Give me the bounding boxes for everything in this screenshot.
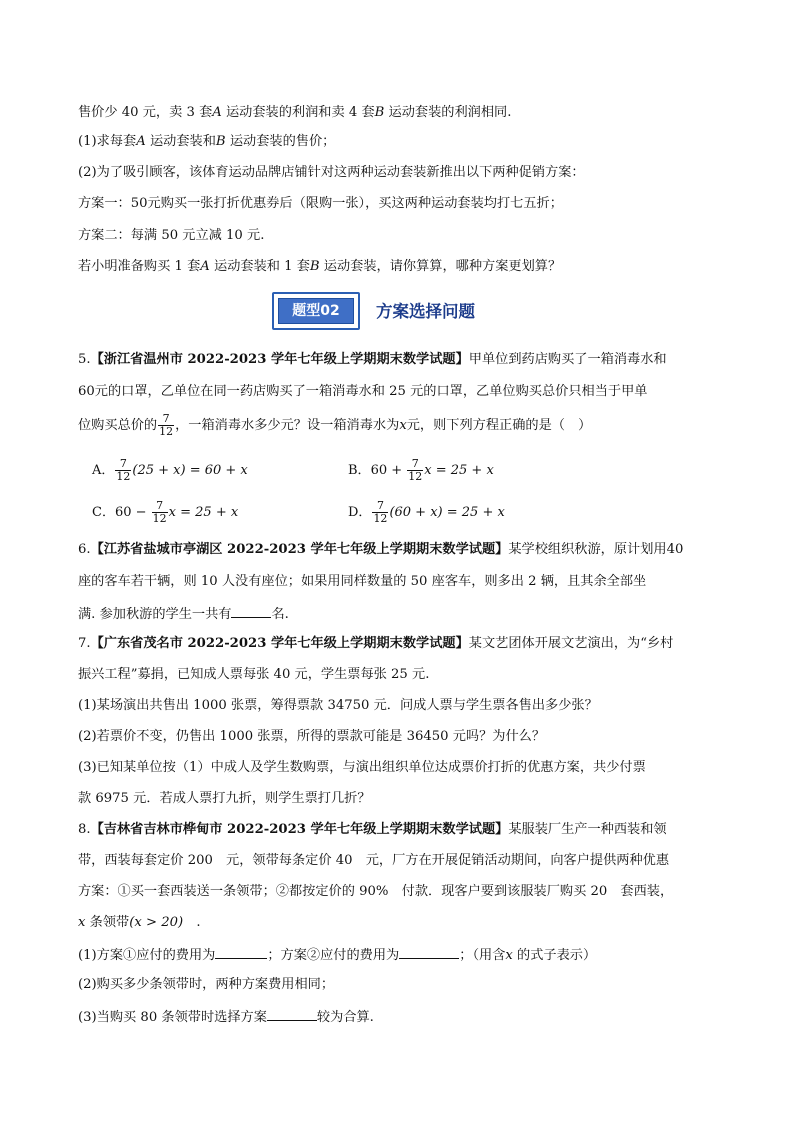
q8-sub-2: (2)购买多少条领带时，两种方案费用相同； — [78, 977, 335, 992]
q8-line-1: 8.【吉林省吉林市桦甸市 2022-2023 学年七年级上学期期末数学试题】某服装厂生产一种西装和领 — [78, 822, 667, 837]
intro-question-2: (2)为了吸引顾客，该体育运动品牌店铺针对这两种运动套装新推出以下两种促销方案： — [78, 165, 585, 180]
intro-final: 若小明准备购买 1 套A 运动套装和 1 套B 运动套装，请你算算，哪种方案更划算？ — [78, 259, 562, 274]
section-badge-frame — [272, 292, 360, 330]
q7-sub-3b: 款 6975 元．若成人票打九折，则学生票打几折？ — [78, 791, 371, 806]
q8-choice-blank[interactable] — [267, 1006, 317, 1021]
q5-option-d[interactable]: D． $\frac{7}{12}$ (60 + x) = 25 + x — [348, 499, 505, 525]
q5-fraction: $\frac{7}{12}$ — [159, 412, 174, 438]
q5-line-3: 位购买总价的 $\frac{7}{12}$ ，一箱消毒水多少元？设一箱消毒水为x元，则下列方程正确的是（ ） — [78, 412, 592, 438]
q8-sub-1: (1)方案①应付的费用为 ；方案②应付的费用为 ；（用含x 的式子表示） — [78, 944, 596, 966]
section-title: 方案选择问题 — [376, 302, 475, 321]
q5-option-c[interactable]: C．60 − $\frac{7}{12}$ x = 25 + x — [92, 499, 239, 525]
intro-line-1: 售价少 40 元，卖 3 套A 运动套装的利润和卖 4 套B 运动套装的利润相同. — [78, 105, 512, 120]
q7-line-2: 振兴工程”募捐，已知成人票每张 40 元，学生票每张 25 元. — [78, 667, 430, 682]
plan-one: 方案一：50元购买一张打折优惠券后（限购一张），买这两种运动套装均打七五折； — [78, 196, 563, 211]
q5-option-a[interactable]: A． $\frac{7}{12}$ (25 + x) = 60 + x — [92, 457, 248, 483]
q5-line-2: 60元的口罩，乙单位在同一药店购买了一箱消毒水和 25 元的口罩，乙单位购买总价只相当于甲单 — [78, 384, 648, 399]
q7-sub-1: (1)某场演出共售出 1000 张票，筹得票款 34750 元．问成人票与学生票各售出多少张？ — [78, 698, 598, 713]
q6-answer-blank[interactable] — [231, 603, 271, 618]
q8-sub-3: (3)当购买 80 条领带时选择方案 较为合算. — [78, 1006, 374, 1028]
plan-two: 方案二：每满 50 元立减 10 元. — [78, 228, 265, 243]
q8-plan2-blank[interactable] — [399, 944, 459, 959]
q8-line-2: 带，西装每套定价 200 元，领带每条定价 40 元，厂方在开展促销活动期间，向客户提供两种优惠 — [78, 853, 670, 868]
q6-line-3: 满. 参加秋游的学生一共有 名. — [78, 603, 289, 625]
q6-line-2: 座的客车若干辆，则 10 人没有座位；如果用同样数量的 50 座客车，则多出 2 辆，且其余全部坐 — [78, 574, 647, 589]
q8-line-3: 方案：①买一套西装送一条领带；②都按定价的 90% 付款．现客户要到该服装厂购买 20 套西装， — [78, 884, 674, 899]
intro-question-1: (1)求每套A 运动套装和B 运动套装的售价； — [78, 134, 336, 149]
q5-line-1: 5.【浙江省温州市 2022-2023 学年七年级上学期期末数学试题】甲单位到药店购买了一箱消毒水和 — [78, 352, 667, 367]
q8-plan1-blank[interactable] — [215, 944, 267, 959]
q6-line-1: 6.【江苏省盐城市亭湖区 2022-2023 学年七年级上学期期末数学试题】某学校组织秋游，原计划用40 — [78, 542, 684, 557]
section-badge: 题型02 — [278, 298, 354, 324]
q7-sub-3a: (3)已知某单位按（1）中成人及学生数购票，与演出组织单位达成票价打折的优惠方案，共少付票 — [78, 760, 646, 775]
q7-sub-2: (2)若票价不变，仍售出 1000 张票，所得的票款可能是 36450 元吗？为什么？ — [78, 729, 546, 744]
q7-line-1: 7.【广东省茂名市 2022-2023 学年七年级上学期期末数学试题】某文艺团体开展文艺演出，为“乡村 — [78, 636, 674, 651]
q8-line-4: x 条领带(x > 20) . — [78, 915, 201, 930]
q5-option-b[interactable]: B．60 + $\frac{7}{12}$ x = 25 + x — [348, 457, 494, 483]
